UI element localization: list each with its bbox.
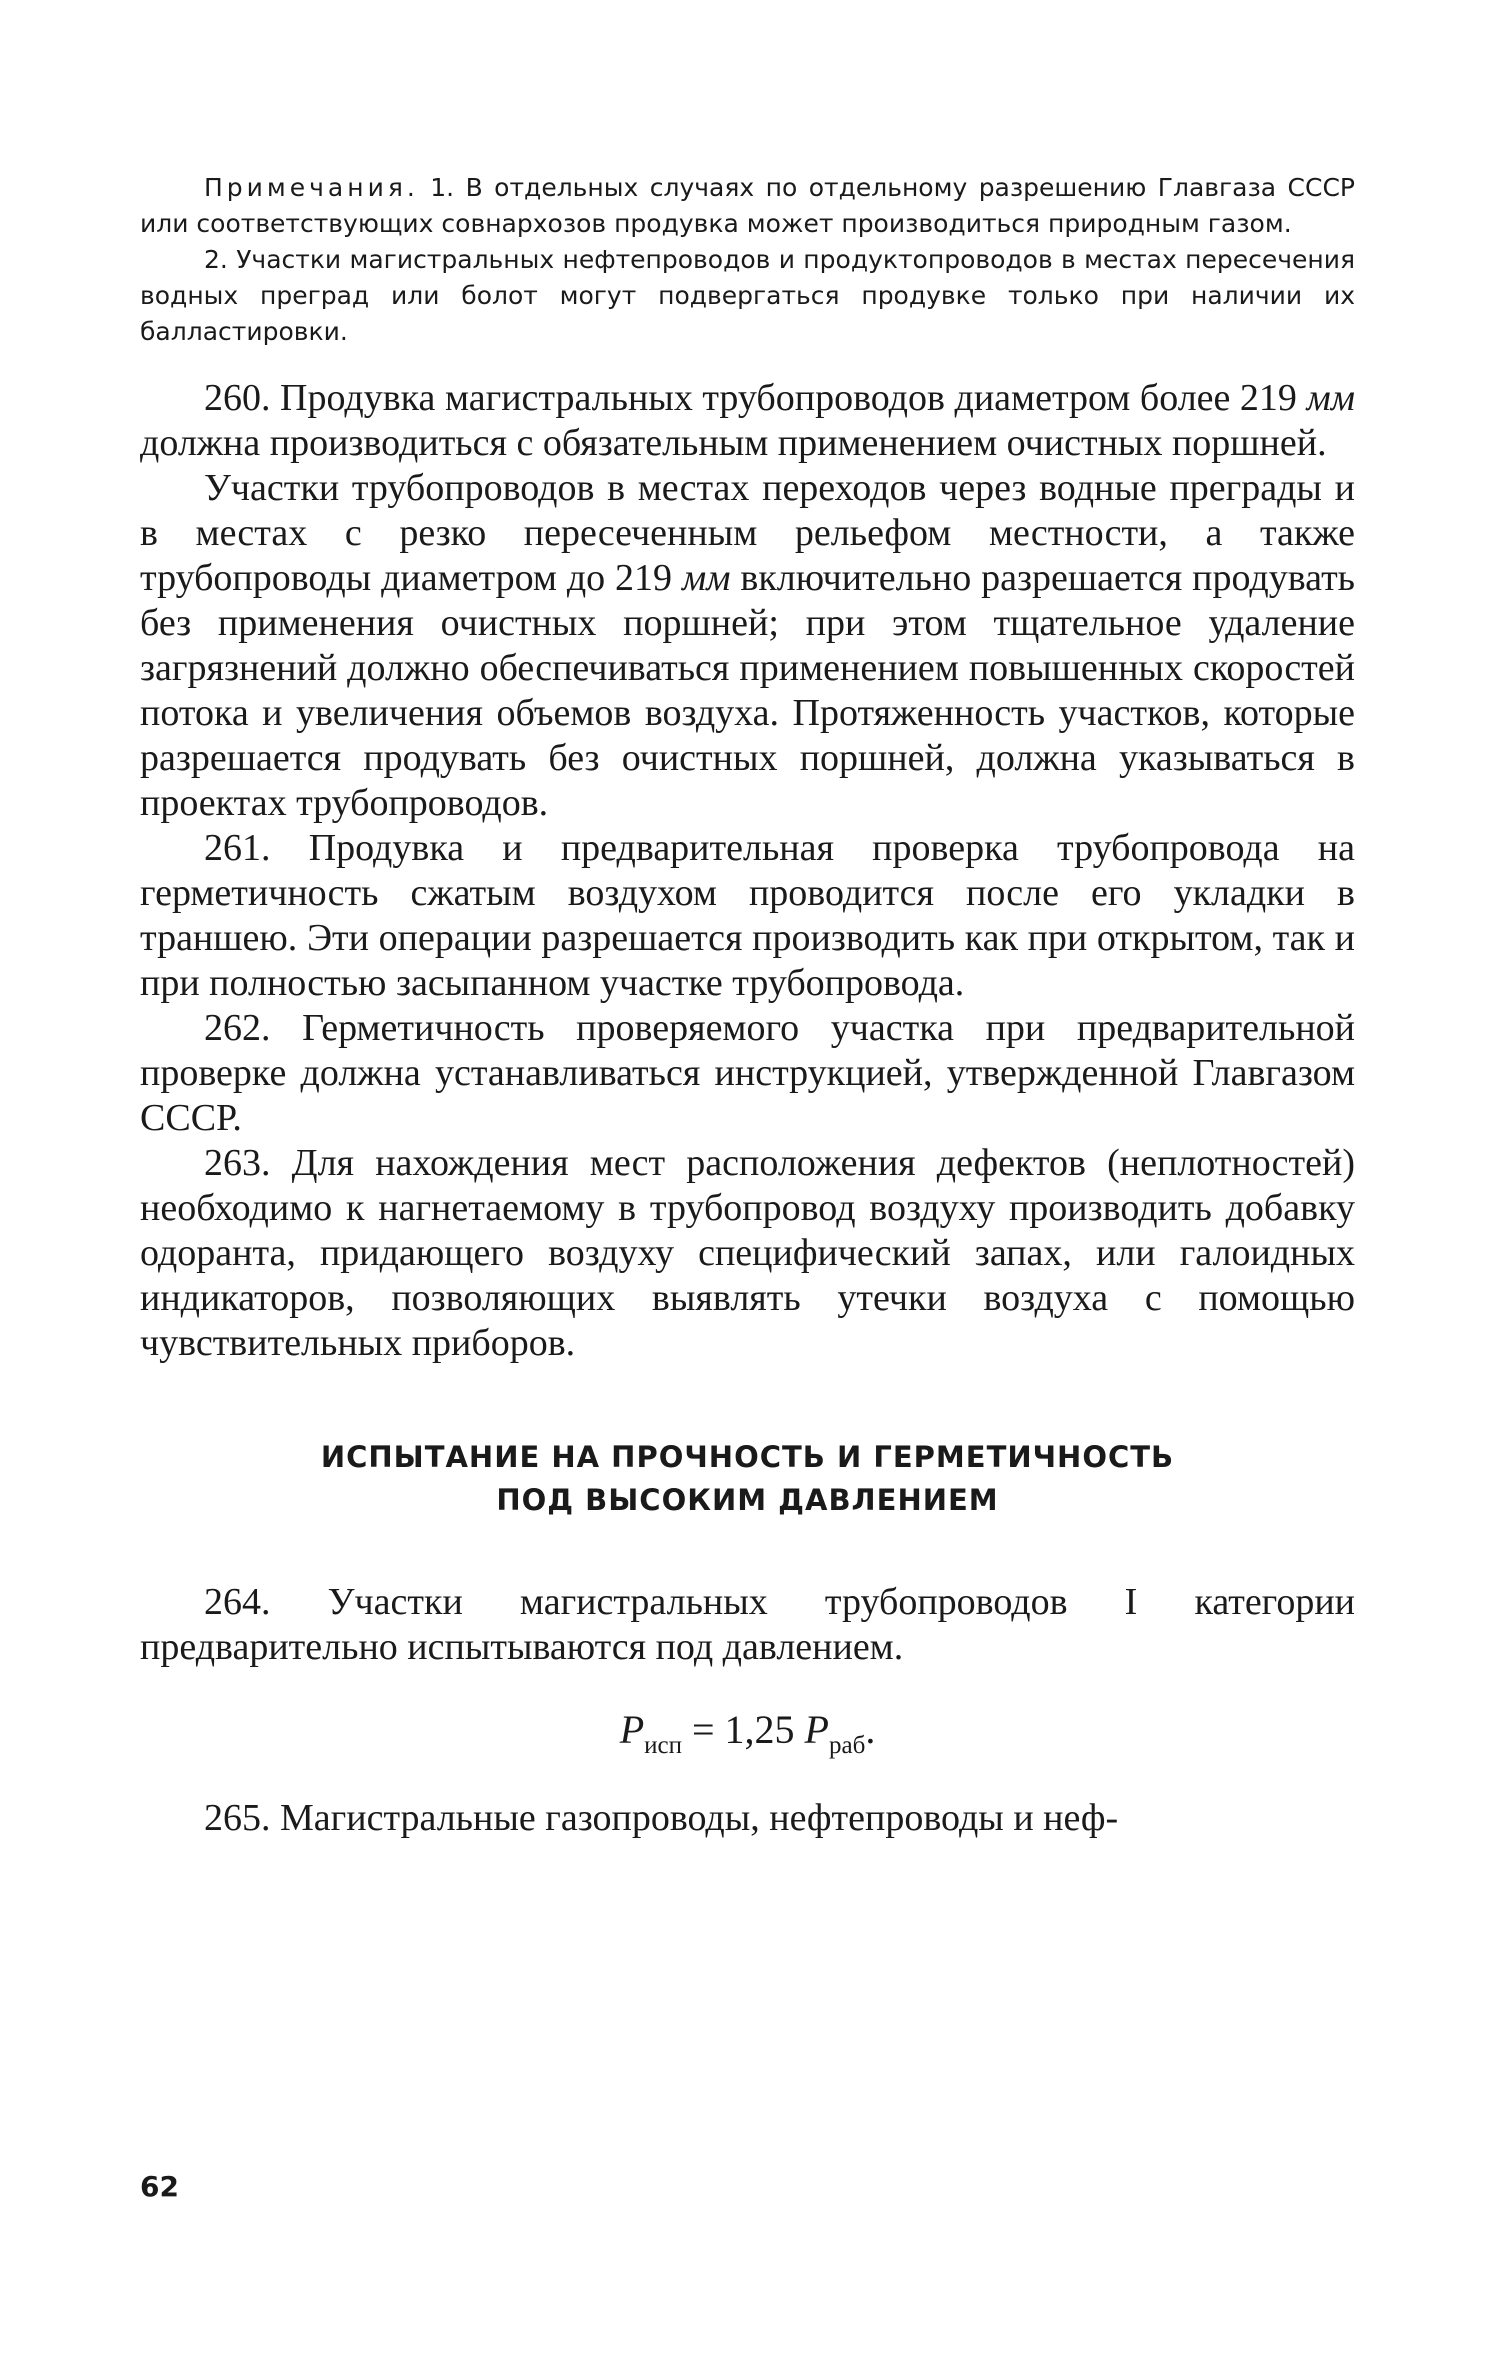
paragraph-261: 261. Продувка и предварительная проверка трубопровода на герметичность сжатым воздухом проводится после его укладки в траншею. Эти операции разрешается производить как при открытом, так и при полностью засыпанном участке трубопровода. [140, 827, 1355, 1004]
formula-lhs-symbol: P [619, 1707, 645, 1752]
document-page [140, 170, 1355, 1841]
formula-rhs-subscript: раб [828, 1732, 866, 1759]
paragraph-262: 262. Герметичность проверяемого участка при предварительной проверке должна устанавливаться инструкцией, утвержденной Главгазом СССР. [140, 1007, 1355, 1139]
unit-mm: мм [681, 557, 731, 599]
notes-block [140, 170, 1355, 350]
formula-equals: = 1,25 [681, 1707, 805, 1752]
body-text-3 [140, 1796, 1355, 1841]
paragraph-260-text-a: 260. Продувка магистральных трубопроводов диаметром более 219 [204, 377, 1297, 419]
paragraph-260 [140, 376, 1355, 466]
formula-end: . [865, 1707, 876, 1752]
page-number: 62 [140, 2170, 179, 2203]
formula-rhs-symbol: P [804, 1707, 829, 1752]
section-heading-line-1: ИСПЫТАНИЕ НА ПРОЧНОСТЬ И ГЕРМЕТИЧНОСТЬ [320, 1440, 1175, 1474]
note-1-text: 1. В отдельных случаях по отдельному разрешению Главгаза СССР или соответствующих совнархозов продувка может производиться природным газом. [140, 173, 1355, 238]
body-text [140, 376, 1355, 1366]
section-heading [140, 1436, 1355, 1522]
paragraph-sections-text-a: Участки трубопроводов в местах переходов через водные преграды и в местах с резко пересеченным рельефом местности, а также трубопроводы диаметром до 219 [140, 467, 1355, 599]
body-text-2 [140, 1580, 1355, 1670]
paragraph-sections [140, 466, 1355, 826]
paragraph-264: 264. Участки магистральных трубопроводов I категории предварительно испытываются под давлением. [140, 1581, 1355, 1668]
section-heading-line-2: ПОД ВЫСОКИМ ДАВЛЕНИЕМ [496, 1483, 999, 1517]
note-1 [140, 170, 1355, 242]
paragraph-260-text-b: должна производиться с обязательным применением очистных поршней. [140, 422, 1327, 464]
note-2: 2. Участки магистральных нефтепроводов и продуктопроводов в местах пересечения водных преград или болот могут подвергаться продувке только при наличии их балластировки. [140, 245, 1355, 346]
formula-lhs-subscript: исп [644, 1732, 682, 1759]
pressure-formula [140, 1706, 1355, 1760]
notes-heading: Примечания. [204, 173, 419, 202]
paragraph-sections-text-b: включительно разрешается продувать без применения очистных поршней; при этом тщательное удаление загрязнений должно обеспечиваться применением повышенных скоростей потока и увеличения объемов воздуха. Протяженность участков, которые разрешается продувать без очистных поршней, должна указываться в проектах трубопроводов. [140, 557, 1356, 824]
paragraph-263: 263. Для нахождения мест расположения дефектов (неплотностей) необходимо к нагнетаемому в трубопровод воздуху производить добавку одоранта, придающего воздуху специфический запах, или галоидных индикаторов, позволяющих выявлять утечки воздуха с помощью чувствительных приборов. [140, 1142, 1355, 1364]
unit-mm: мм [1306, 377, 1355, 419]
paragraph-265: 265. Магистральные газопроводы, нефтепроводы и неф- [204, 1797, 1119, 1839]
